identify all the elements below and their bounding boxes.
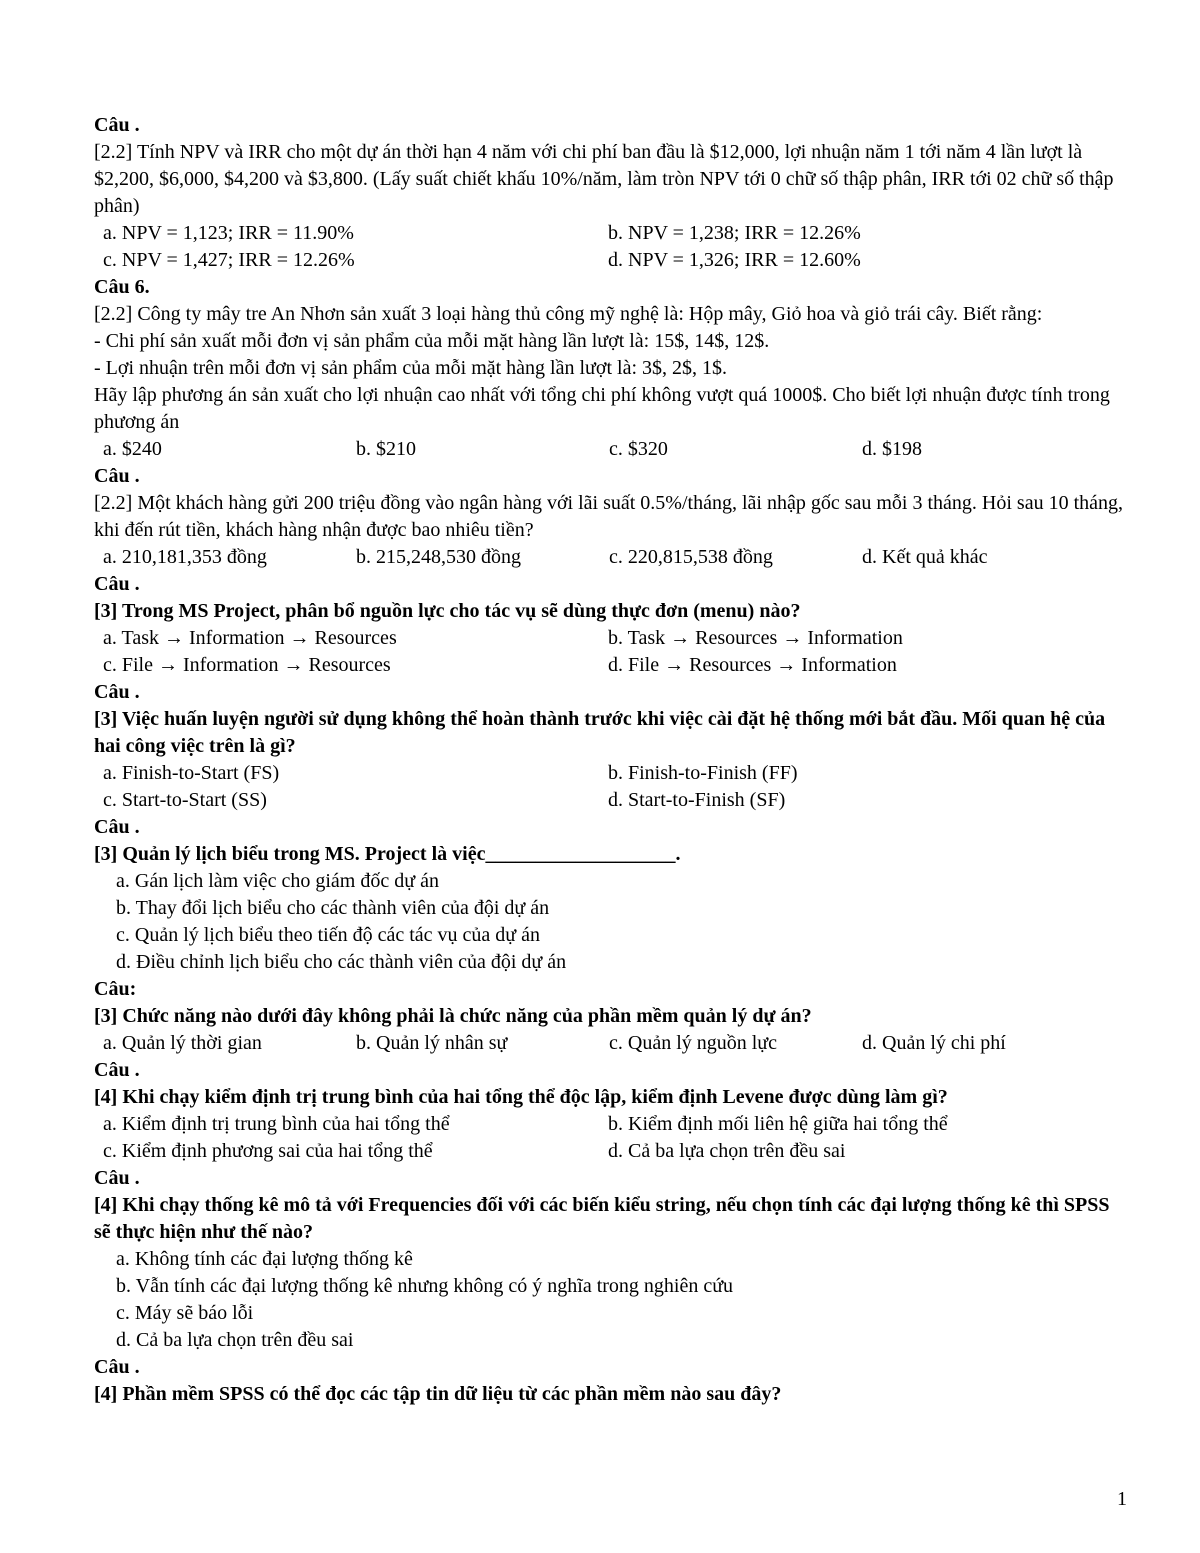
answer-option-b[interactable]: b. Kiểm định mối liên hệ giữa hai tổng thể — [608, 1113, 948, 1135]
answer-option-d[interactable]: d. $198 — [862, 438, 922, 460]
answer-option-a[interactable]: a. Finish-to-Start (FS) — [103, 762, 280, 784]
answer-options — [94, 544, 1124, 571]
question-label: Câu . — [94, 465, 140, 487]
question-text: Hãy lập phương án sản xuất cho lợi nhuận cao nhất với tổng chi phí không vượt quá 1000$. Cho biết lợi nhuận được tính trong phương án — [94, 384, 1110, 433]
question-block — [94, 679, 1124, 814]
question-text: - Lợi nhuận trên mỗi đơn vị sản phẩm của mỗi mặt hàng lần lượt là: 3$, 2$, 1$. — [94, 357, 728, 379]
answer-option-c[interactable]: c. File → Information → Resources — [103, 654, 391, 676]
question-label: Câu: — [94, 978, 137, 1000]
page-number: 1 — [1117, 1488, 1127, 1510]
answer-option-c[interactable]: c. $320 — [609, 438, 668, 460]
question-block — [94, 1165, 1124, 1354]
answer-option-c[interactable]: c. NPV = 1,427; IRR = 12.26% — [103, 249, 355, 271]
question-text: [4] Khi chạy thống kê mô tả với Frequencies đối với các biến kiểu string, nếu chọn tính các đại lượng thống kê thì SPSS sẽ thực hiện như thế nào? — [94, 1194, 1110, 1243]
question-text: [2.2] Tính NPV và IRR cho một dự án thời hạn 4 năm với chi phí ban đầu là $12,000, lợi nhuận năm 1 tới năm 4 lần lượt là $2,200, $6,000, $4,200 và $3,800. (Lấy suất chiết khấu 10%/năm, làm tròn NPV tới 0 chữ số thập phân, IRR tới 02 chữ số thập phân) — [94, 141, 1114, 217]
answer-option-b[interactable]: b. Thay đổi lịch biểu cho các thành viên của đội dự án — [116, 897, 550, 919]
answer-option-b[interactable]: b. 215,248,530 đồng — [356, 546, 521, 568]
question-label: Câu . — [94, 573, 140, 595]
answer-option-a[interactable]: a. NPV = 1,123; IRR = 11.90% — [103, 222, 354, 244]
answer-option-c[interactable]: c. Start-to-Start (SS) — [103, 789, 267, 811]
answer-option-d[interactable]: d. Start-to-Finish (SF) — [608, 789, 786, 811]
answer-option-d[interactable]: d. File → Resources → Information — [608, 654, 897, 676]
answer-options — [94, 436, 1124, 463]
answer-option-b[interactable]: b. $210 — [356, 438, 416, 460]
question-block — [94, 112, 1124, 274]
question-block — [94, 1057, 1124, 1165]
exam-page — [94, 112, 1124, 1408]
question-text: [3] Việc huấn luyện người sử dụng không thể hoàn thành trước khi việc cài đặt hệ thống mới bắt đầu. Mối quan hệ của hai công việc trên là gì? — [94, 708, 1106, 757]
question-block — [94, 571, 1124, 679]
answer-options — [94, 1246, 1124, 1354]
question-block — [94, 814, 1124, 976]
answer-options — [94, 1111, 1124, 1165]
question-text: [4] Khi chạy kiểm định trị trung bình của hai tổng thể độc lập, kiểm định Levene được dùng làm gì? — [94, 1086, 948, 1108]
question-text: [3] Trong MS Project, phân bổ nguồn lực cho tác vụ sẽ dùng thực đơn (menu) nào? — [94, 600, 801, 622]
question-block — [94, 976, 1124, 1057]
question-text: [2.2] Công ty mây tre An Nhơn sản xuất 3 loại hàng thủ công mỹ nghệ là: Hộp mây, Giỏ hoa và giỏ trái cây. Biết rằng: — [94, 303, 1043, 325]
question-label: Câu . — [94, 114, 140, 136]
answer-option-d[interactable]: d. Quản lý chi phí — [862, 1032, 1006, 1054]
answer-option-a[interactable]: a. Không tính các đại lượng thống kê — [116, 1248, 413, 1270]
answer-option-d[interactable]: d. NPV = 1,326; IRR = 12.60% — [608, 249, 861, 271]
answer-options — [94, 220, 1124, 274]
answer-option-a[interactable]: a. Quản lý thời gian — [103, 1032, 262, 1054]
answer-option-d[interactable]: d. Kết quả khác — [862, 546, 988, 568]
question-label: Câu . — [94, 681, 140, 703]
answer-option-c[interactable]: c. Quản lý lịch biểu theo tiến độ các tác vụ của dự án — [116, 924, 541, 946]
question-block — [94, 1354, 1124, 1408]
answer-option-a[interactable]: a. $240 — [103, 438, 162, 460]
question-block — [94, 463, 1124, 571]
answer-options — [94, 625, 1124, 679]
answer-options — [94, 760, 1124, 814]
answer-option-a[interactable]: a. Gán lịch làm việc cho giám đốc dự án — [116, 870, 439, 892]
answer-option-d[interactable]: d. Cả ba lựa chọn trên đều sai — [608, 1140, 846, 1162]
question-label: Câu . — [94, 1059, 140, 1081]
answer-option-a[interactable]: a. 210,181,353 đồng — [103, 546, 267, 568]
answer-option-b[interactable]: b. Quản lý nhân sự — [356, 1032, 508, 1054]
question-text: - Chi phí sản xuất mỗi đơn vị sản phẩm của mỗi mặt hàng lần lượt là: 15$, 14$, 12$. — [94, 330, 770, 352]
question-label: Câu 6. — [94, 276, 150, 298]
answer-option-b[interactable]: b. NPV = 1,238; IRR = 12.26% — [608, 222, 861, 244]
question-block — [94, 274, 1124, 463]
question-label: Câu . — [94, 816, 140, 838]
question-text: [2.2] Một khách hàng gửi 200 triệu đồng vào ngân hàng với lãi suất 0.5%/tháng, lãi nhập gốc sau mỗi 3 tháng. Hỏi sau 10 tháng, khi đến rút tiền, khách hàng nhận được bao nhiêu tiền? — [94, 492, 1124, 541]
answer-option-c[interactable]: c. Máy sẽ báo lỗi — [116, 1302, 254, 1324]
question-text: [3] Quản lý lịch biểu trong MS. Project là việc___________________. — [94, 843, 681, 865]
answer-options — [94, 868, 1124, 976]
answer-option-b[interactable]: b. Vẫn tính các đại lượng thống kê nhưng không có ý nghĩa trong nghiên cứu — [116, 1275, 734, 1297]
answer-options — [94, 1030, 1124, 1057]
answer-option-d[interactable]: d. Điều chỉnh lịch biểu cho các thành viên của đội dự án — [116, 951, 567, 973]
question-label: Câu . — [94, 1167, 140, 1189]
answer-option-d[interactable]: d. Cả ba lựa chọn trên đều sai — [116, 1329, 354, 1351]
answer-option-a[interactable]: a. Kiểm định trị trung bình của hai tổng thể — [103, 1113, 450, 1135]
answer-option-c[interactable]: c. Quản lý nguồn lực — [609, 1032, 778, 1054]
answer-option-c[interactable]: c. 220,815,538 đồng — [609, 546, 773, 568]
answer-option-a[interactable]: a. Task → Information → Resources — [103, 627, 397, 649]
answer-option-b[interactable]: b. Task → Resources → Information — [608, 627, 903, 649]
question-label: Câu . — [94, 1356, 140, 1378]
answer-option-c[interactable]: c. Kiểm định phương sai của hai tổng thể — [103, 1140, 433, 1162]
question-text: [4] Phần mềm SPSS có thể đọc các tập tin dữ liệu từ các phần mềm nào sau đây? — [94, 1383, 782, 1405]
answer-option-b[interactable]: b. Finish-to-Finish (FF) — [608, 762, 798, 784]
question-text: [3] Chức năng nào dưới đây không phải là chức năng của phần mềm quản lý dự án? — [94, 1005, 812, 1027]
